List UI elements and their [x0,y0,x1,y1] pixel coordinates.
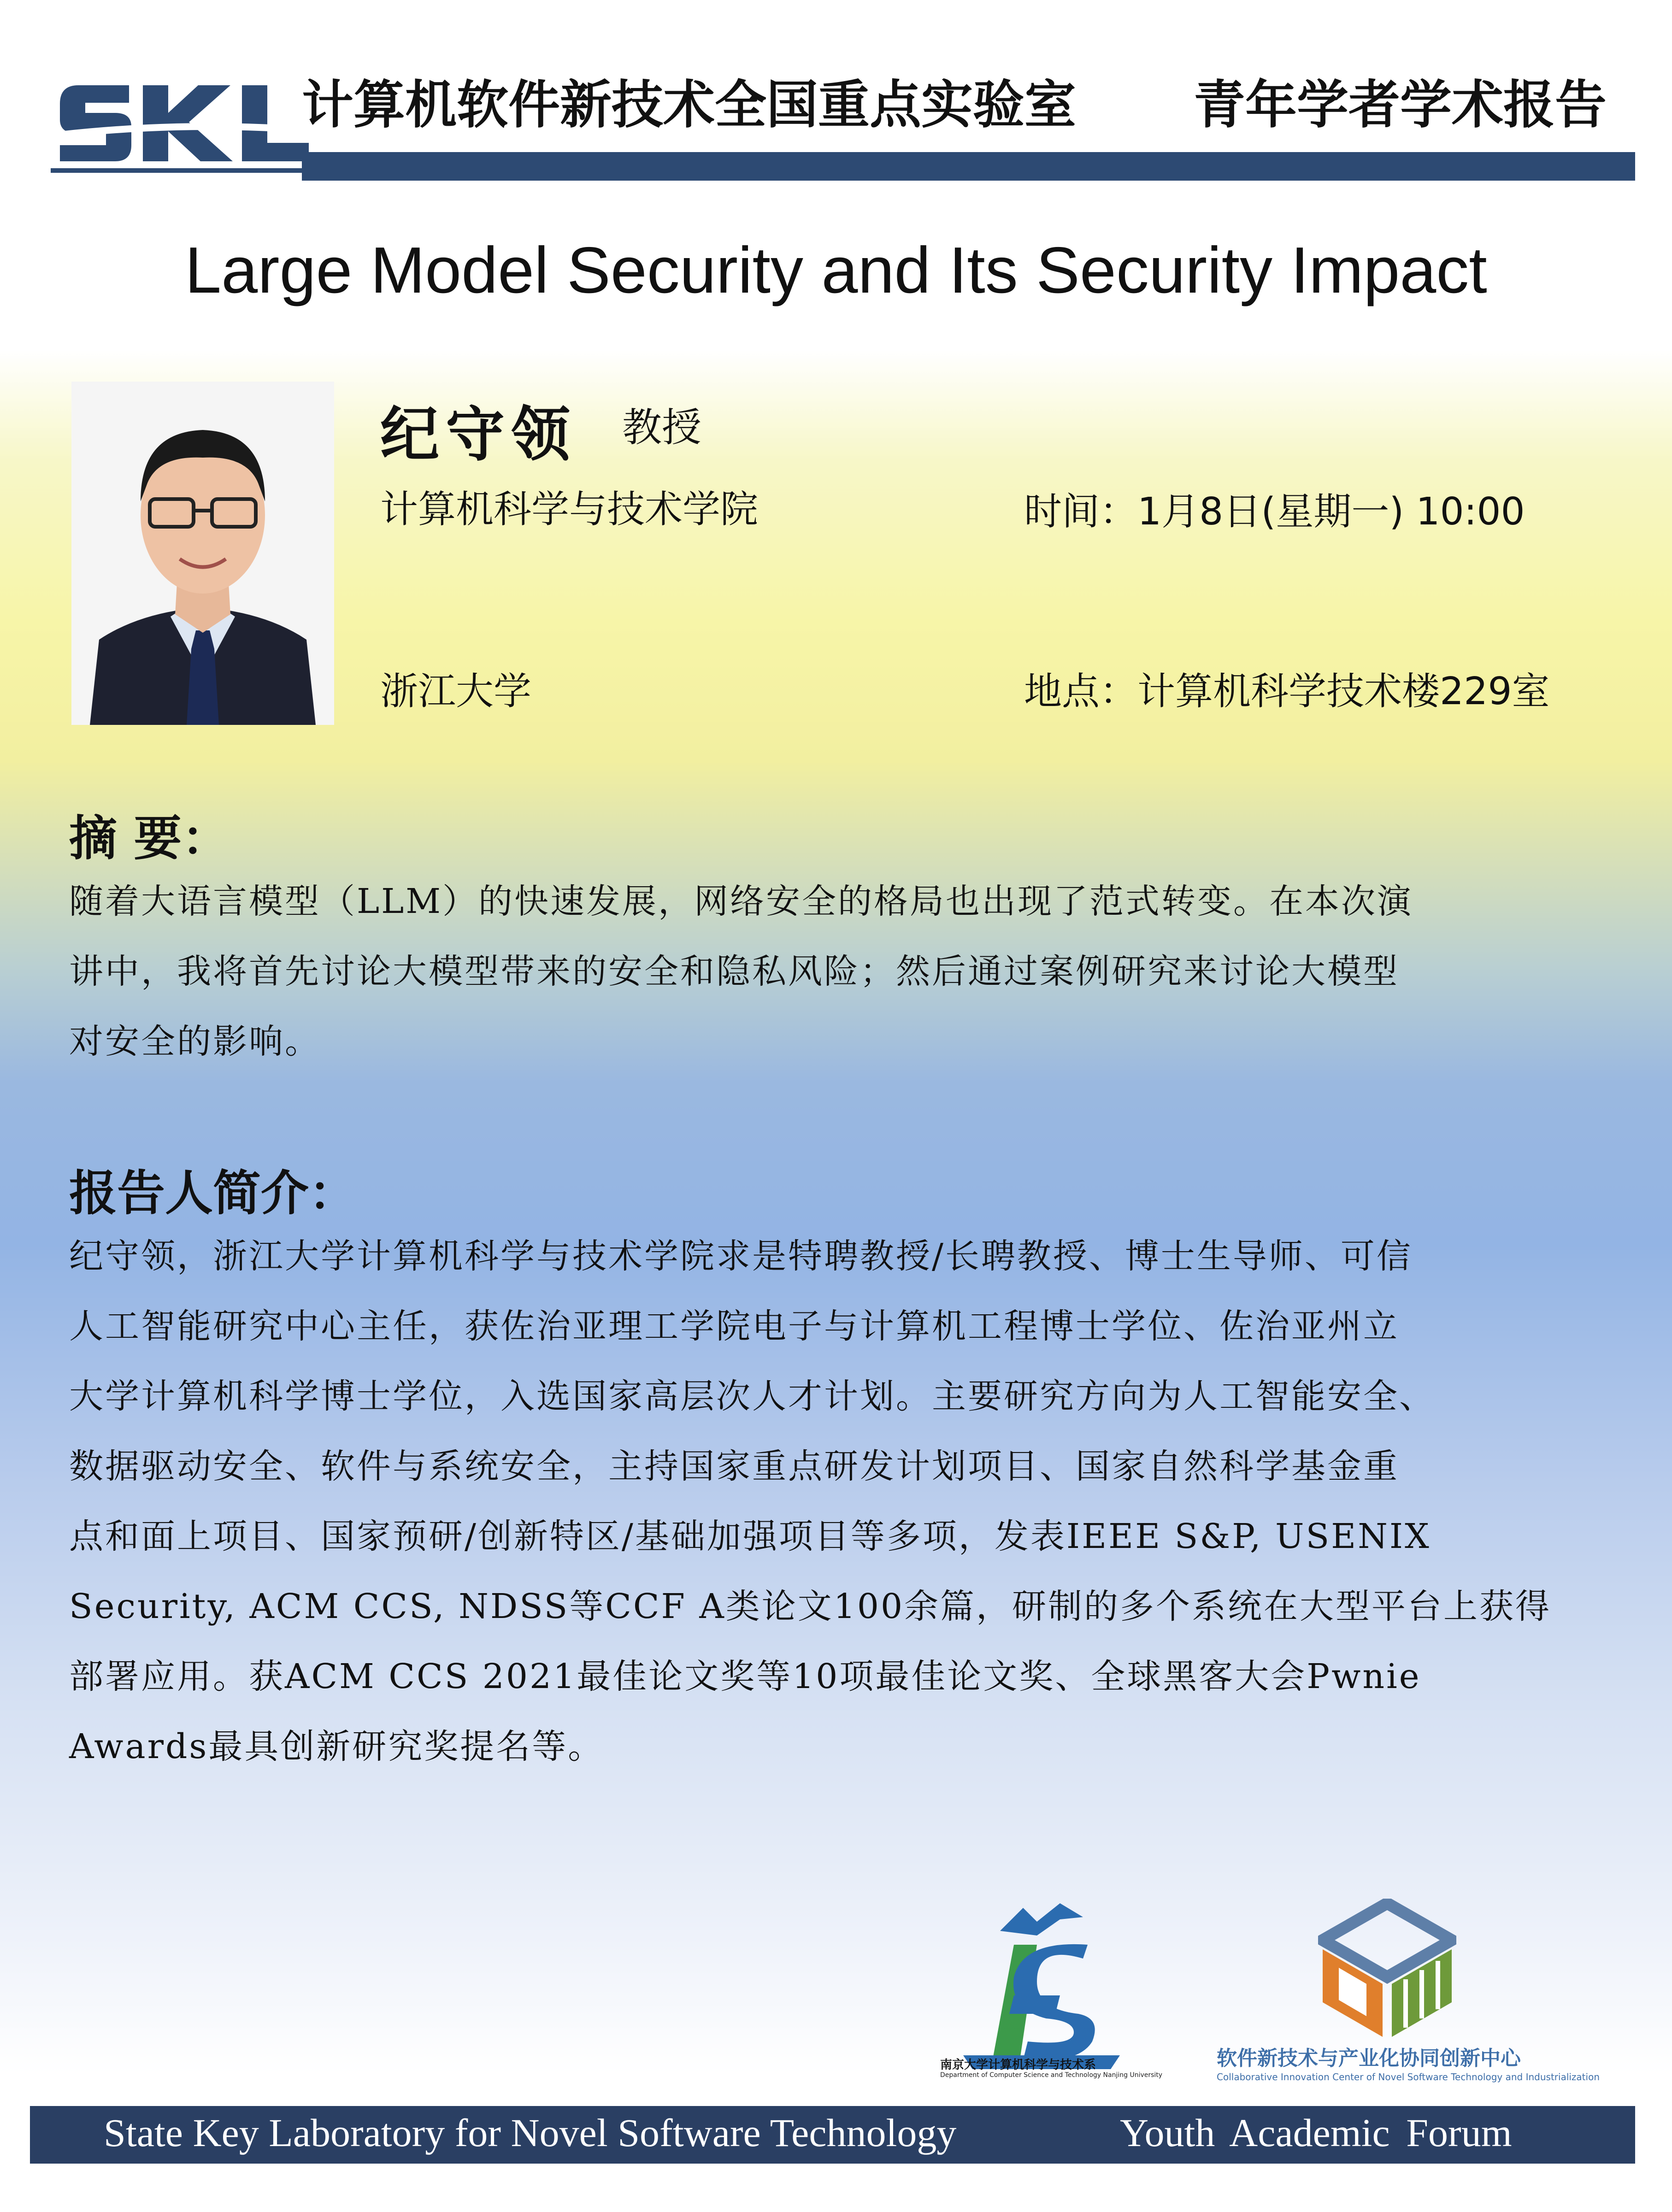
skl-logo [51,76,309,182]
talk-place: 地点：计算机科学技术楼229室 [1024,670,1550,713]
nju-caption: 南京大学计算机科学与技术系 [940,2058,1096,2072]
speaker-university: 浙江大学 [380,670,532,713]
bio-line: 纪守领，浙江大学计算机科学与技术学院求是特聘教授/长聘教授、博士生导师、可信 [69,1236,1413,1276]
forum-title: 青年学者学术报告 [1194,75,1607,135]
nju-cs-logo [945,1903,1138,2078]
bio-line: 部署应用。获ACM CCS 2021最佳论文奖等10项最佳论文奖、全球黑客大会Pwnie [69,1657,1421,1696]
bio-line: Security, ACM CCS, NDSS等CCF A类论文100余篇，研制的多个系统在大型平台上获得 [69,1587,1552,1626]
bio-line: 人工智能研究中心主任，获佐治亚理工学院电子与计算机工程博士学位、佐治亚州立 [69,1306,1399,1346]
footer-forum-name: Youth Academic Forum [1120,2111,1512,2155]
speaker-title: 教授 [622,405,701,451]
lab-title: 计算机软件新技术全国重点实验室 [302,75,1076,135]
abstract-body [69,866,1413,1077]
bio-line: 大学计算机科学博士学位，入选国家高层次人才计划。主要研究方向为人工智能安全、 [69,1377,1435,1416]
bio-line: 点和面上项目、国家预研/创新特区/基础加强项目等多项，发表IEEE S&P, USENIX [69,1517,1431,1556]
bio-heading: 报告人简介： [69,1165,357,1221]
speaker-department: 计算机科学与技术学院 [380,488,759,531]
abstract-line: 对安全的影响。 [69,1022,321,1061]
bio-line: 数据驱动安全、软件与系统安全，主持国家重点研发计划项目、国家自然科学基金重 [69,1447,1399,1486]
nju-caption-en: Department of Computer Science and Technology Nanjing University [940,2071,1163,2079]
abstract-line: 随着大语言模型（LLM）的快速发展，网络安全的格局也出现了范式转变。在本次演 [69,882,1413,921]
collaborative-center-logo [1318,1899,1456,2041]
header-bar [302,152,1635,181]
bio-line: Awards最具创新研究奖提名等。 [69,1727,604,1766]
talk-title: Large Model Security and Its Security Impact [185,234,1487,307]
speaker-name: 纪守领 [380,400,577,469]
footer-lab-name: State Key Laboratory for Novel Software Technology [104,2111,957,2155]
talk-time: 时间：1月8日(星期一) 10:00 [1024,490,1525,534]
ci-caption-en: Collaborative Innovation Center of Novel Software Technology and Industrialization [1217,2071,1600,2083]
abstract-line: 讲中，我将首先讨论大模型带来的安全和隐私风险；然后通过案例研究来讨论大模型 [69,952,1399,991]
ci-caption: 软件新技术与产业化协同创新中心 [1217,2047,1521,2070]
abstract-heading: 摘 要： [69,810,230,866]
speaker-photo [71,382,334,725]
bio-body [69,1221,1551,1782]
